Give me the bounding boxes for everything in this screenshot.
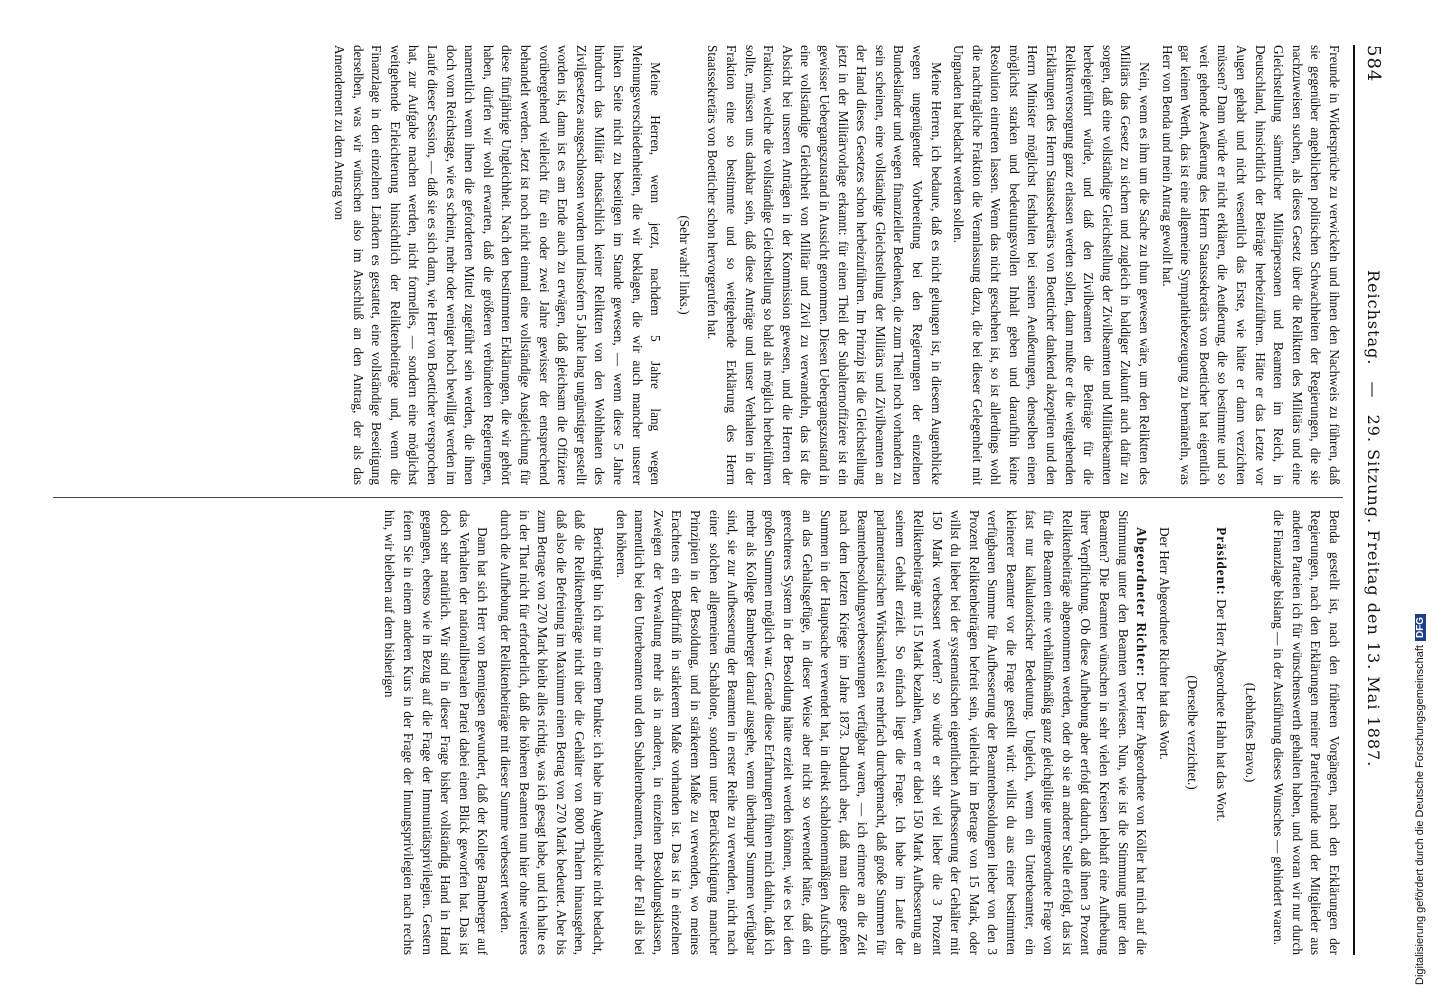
left-column <box>53 45 1343 485</box>
header-title: Reichstag. <box>1364 270 1384 366</box>
paragraph: Dann hat sich Herr von Bennigsen gewundert, daß der Kollege Bamberger auf das Verhalten der nationalliberalen Partei dabei einen Blick geworfen hat. Das ist doch sehr natürlich. Wir sind in dieser Frage bisher vollständig Hand in Hand gegangen, ebenso wie in Bezug auf die Frage der Immunitätsprivilegien. Gestern feiern Sie in einem anderen Kurs in der Frage der Innungsprivilegien nach rechts hin, wir bleiben auf dem bisherigen <box>382 510 491 955</box>
speaker-paragraph <box>611 510 1150 955</box>
column-divider <box>53 497 1343 498</box>
newspaper-page <box>33 5 1413 995</box>
interjection: (Lebhaftes Bravo.) <box>1242 682 1258 783</box>
speaker-text: Der Herr Abgeordnete von Köller hat mich auf die Stimmung unter den Beamten verwiesen. Nun, wie ist die Stimmung unter den Beamten? Die Beamten wünschen in sehr vielen Kreisen lebhaft eine Aufhebung ihrer Verpflichtung. Ob diese Aufhebung aber erfolgt dadurch, daß ihnen 3 Prozent Reliktenbeiträge abgenommen werden, oder ob sie an anderer Stelle erfolgt, das ist für die Beamten eine verhältnißmäßig ganz gleichgiltige untergeordnete Frage von fast nur kalkulatorischer Bedeutung. Ungleich, wenn ein Unterbeamter, ein kleinerer Beamter vor die Frage gestellt wird: willst du aus einer bestimmten verfügbaren Summe für Aufbesserung der Beamtenbesoldungen lieber von den 3 Prozent Reliktenbeiträgen befreit sein, vielleicht im Betrage von 15 Mark, oder willst du lieber bei der systematischen eigentlichen Aufbesserung der Gehälter mit 150 Mark verbessert werden? so würde er sehr viel lieber die 3 Prozent Reliktenbeiträge mit 15 Mark bezahlen, wenn er dabei 150 Mark Aufbesserung an seinem Gehalt erzielt. So einfach liegt die Frage. Ich habe im Laufe der parlamentarischen Wirksamkeit es mehrfach durchgemacht, daß große Summen für Beamtenbesoldungsverbesserungen verfügbar waren, — ich erinnere an die Zeit nach dem letzten Kriege im Jahre 1873. Dadurch aber, daß man diese großen Summen in der Hauptsache verwendet hat, in direkt schablonenmäßigen Aufschub an das Gehaltsgefüge, in dieser Weise aber nicht so verwendet hätte, daß ein gerechteres System in der Besoldung hätte erzielt werden können, wie es bei den großen Summen möglich war. Gerade diese Erfahrungen führen mich dahin, daß ich mehr als Kollege Bamberger darauf ausgehe, wenn überhaupt Summen verfügbar sind, sie zur Aufbesserung der Beamten in erster Reihe zu verwenden, nicht nach einer solchen allgemeinen Schablone, sondern unter Berücksichtigung mancher Prinzipien in der Besoldung, und in stärkerem Maße zu verwenden, wo meines Erachtens ein Bedürfniß in stärkerem Maße vorhanden ist. Das ist in einzelnen Zweigen der Verwaltung mehr als in anderen, in einzelnen Besoldungsklassen, namentlich bei den Unterbeamten und den Subalternbeamten, mehr der Fall als bei den höheren. <box>613 510 1150 955</box>
speaker-text: Der Herr Abgeordnete Hahn hat das Wort. <box>1214 595 1230 822</box>
right-column <box>53 510 1343 955</box>
page-number: 584 <box>1363 45 1385 83</box>
dfg-logo: DFG <box>1415 614 1426 641</box>
speaker-name: Präsident: <box>1214 527 1230 596</box>
paragraph: Berichtigt bin ich nur in einem Punkte: ich habe im Augenblicke nicht bedacht, daß die Reliktenbeiträge nicht über die Gehälter von 8000 Thalern hinausgehen, daß also die Befreiung im Maximum einen Betrag von 270 Mark bedeutet. Aber bis zum Betrage von 270 Mark bleibt alles richtig, was ich gesagt habe, und ich halte es in der That nicht für erforderlich, daß die höheren Beamten nun hier ohne weiteres durch die Aufhebung der Reliktenbeiträge mit dieser Summe verbessert werden. <box>498 510 607 955</box>
paragraph: Meine Herren, wenn jetzt, nachdem 5 Jahre lang wegen Meinungsverschiedenheiten, die wir beklagen, die wir auch mancher unserer linken Seite nicht zu beseitigen im Stande gewesen, — wenn diese 5 Jahre hindurch das Militär thatsächlich keiner Reliktten von den Wohlthaten des Zivilgesetzes ausgeschlossen worden und insofern 5 Jahre lang ungünstiger gestellt worden ist, dann ist es am Ende auch zu erwägen, daß gleichsam die Offiziere vorübergehend vielleicht für ein oder zwei Jahre gewisser der entsprechend behandelt werden. Jetzt ist noch nicht einmal eine vollständige Ausgleichung für diese fünfjährige Ungleichheit. Nach den bestimmten Erklärungen, die wir gehört haben, dürfen wir wohl erwarten, daß die größeren verbündeten Regierungen, namentlich wenn ihnen die geforderten Mittel zugeführt sein werden, die ihnen doch vom Reichstage, wie es scheint, mehr oder weniger hoch bewilligt werden im Laufe dieser Session, — daß sie es sich dann, wie Herr von Boetticher versprochen hat, zur Aufgabe machen werden, nicht formelles, — sondern eine möglichst weitgehende Erleichterung hinsichtlich der Reliktenbeiträge und, wenn die Finanzlage in den einzelnen Ländern es gestattet, eine vollständige Beseitigung derselben, was wir wünschen also im Anschluß an den Antrag, der als das Amendement zu dem Antrag von <box>332 45 664 485</box>
funding-note <box>1414 614 1426 985</box>
header-title-line: Reichstag. — 29. Sitzung. Freitag den 13. Mai 1887. <box>1364 270 1384 768</box>
speaker-name: Abgeordneter Richter: <box>1134 527 1150 678</box>
header-date: Freitag den 13. Mai 1887. <box>1364 530 1384 768</box>
paragraph: Der Herr Abgeordnete Richter hat das Wort. <box>1156 527 1172 760</box>
funding-note-text: Digitalisierung gefördert durch die Deutsche Forschungsgemeinschaft <box>1414 645 1426 985</box>
paragraph: Nein, wenn es ihm um die Sache zu thun gewesen wäre, um den Reliktten des Militärs das Gesetz zu sichern und zugleich in baldiger Zukunft auch dafür zu sorgen, daß eine vollständige Gleichstellung der Zivilbeamten und Militärbeamten herbeigeführt würde, und daß den Zivilbeamten die Beiträge für die Reliktenversorgung ganz erlassen werden sollen, dann mußte er die weitgehenden Erklärungen des Herrn Staatssekretärs von Boetticher dankend akzeptiren und den Herrn Minister möglichst festhalten bei seinen Aeußerungen, denselben einen möglichst starken und bedeutungsvollen Inhalt geben und daraufhin keine Resolution eintreten lassen. Wenn das nicht geschehen ist, so ist allerdings wohl die nachträgliche Fraktion die Veranlassung dazu, die bei dieser Gelegenheit mit Ungnaden hat bedacht werden sollen. <box>951 45 1153 485</box>
interjection: (Derselbe verzichtet.) <box>1185 675 1201 790</box>
paragraph: Benda gestellt ist, nach den früheren Vorgängen, nach den Erklärungen der Regierungen, nach den Erklärungen meiner Parteifreunde und der Mitglieder aus anderen Parteien ich für wünschenswerth gehalten haben, und woran wir nur durch die Finanzlage bislang — in der Ausführung dieses Wunsches — gehindert waren. <box>1271 510 1342 955</box>
speaker-paragraph <box>1211 510 1230 955</box>
paragraph: Freunde in Widersprüche zu verwickeln und ihnen den Nachweis zu führen, daß sie gegenüber angeblichen politischen Schwachheiten der Regierungen, die sie nachzuweisen suchen, als dieses Gesetz über die Reliktten des Militärs und eine Gleichstellung sämmtlicher Militärpersonen und Beamten im Reich, in Deutschland, hinsichtlich der Beiträge herbeizuführen. Hätte er das Letzte vor Augen gehabt und nicht wesentlich das Erste, wie hätte er dann verzichten müssen? Dann würde er nicht erklären, die Aeußerung, die so bestimmte und so weit gehende Aeußerung des Herrn Staatssekretärs von Boetticher hat eigentlich gar keinen Werth, das ist eine allgemeine Sympathiebezeugung zu bemänteln, was Herr von Benda und mein Antrag gewollt hat. <box>1159 45 1342 485</box>
header-session: 29. Sitzung. <box>1364 414 1384 525</box>
paragraph: Meine Herren, ich bedaure, daß es nicht gelungen ist, in diesem Augenblicke wegen ungenügender Vorbereitung bei den Regierungen der einzelnen Bundesländer und wegen finanzieller Bedenken, die zum Theil noch vorhanden zu sein scheinen, eine vollständige Gleichstellung der Militärs und Zivilbeamten an der Hand dieses Gesetzes schon herbeizuführen. Im Prinzip ist die Gleichstellung jetzt in der Militärvorlage erkannt: für einen Theil der Subalternoffiziere ist ein gewisser Uebergangszustand in Aussicht genommen. Diesen Uebergangszustand in eine vollständige Gleichheit von Militär und Zivil zu verwandeln, das ist die Absicht bei unseren Anträgen in der Kommission gewesen, und die Herren der Fraktion, welche die vollständige Gleichstellung so bald als möglich herbeiführen sollte, müssen uns dankbar sein, daß diese Anträge und unser Verhalten in der Fraktion eine so bestimmte und so weitgehende Erklärung des Herrn Staatssekretärs von Boetticher schon hervorgerufen hat. <box>705 45 944 485</box>
interjection: (Sehr wahr! links.) <box>676 215 692 315</box>
page-header <box>1353 45 1393 955</box>
